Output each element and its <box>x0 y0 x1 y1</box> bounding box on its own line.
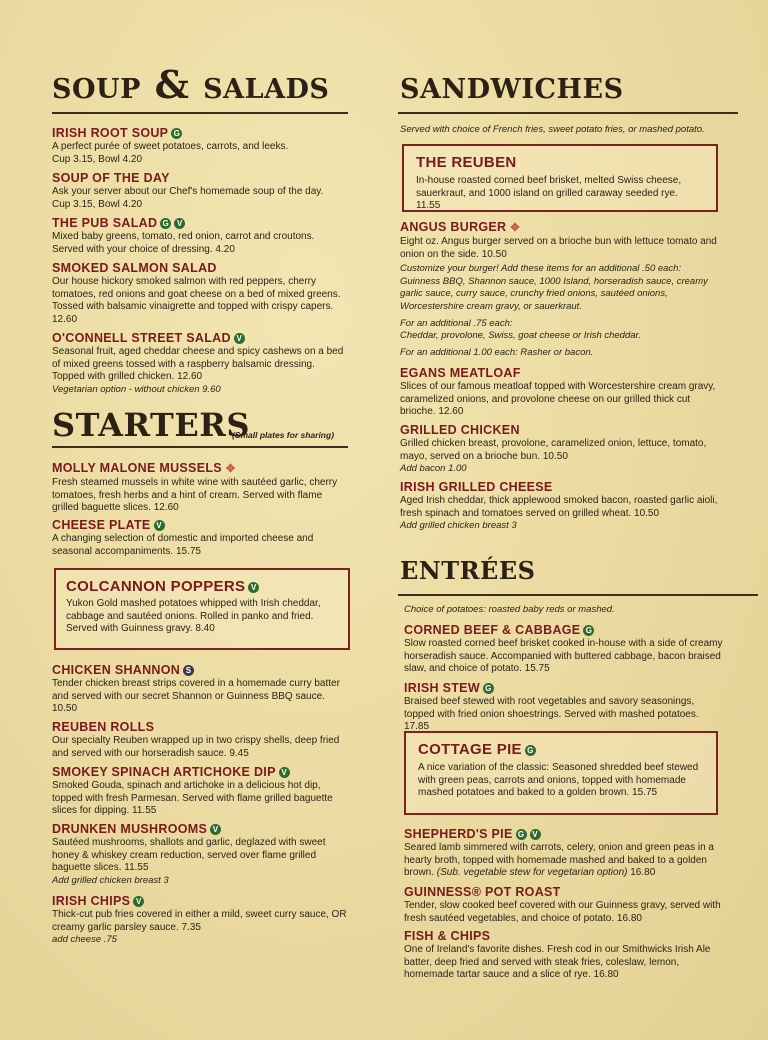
sandwiches-heading-rule <box>398 112 738 114</box>
item-name: MOLLY MALONE MUSSELS <box>52 461 222 475</box>
item-desc: Our specialty Reuben wrapped up in two crispy shells, deep fried and served with our horseradish sauce. 9.45 <box>52 735 340 759</box>
item-desc: A perfect purée of sweet potatoes, carrots, and leeks. <box>52 141 289 152</box>
item-desc: Fresh steamed mussels in white wine with sautéed garlic, cherry tomatoes, fresh herbs and a hint of cream. Served with flame grilled baguette slices. 12.60 <box>52 477 338 514</box>
gluten-free-icon: G <box>171 128 182 139</box>
item-name: SHEPHERD'S PIE <box>404 827 513 841</box>
item-name: GRILLED CHICKEN <box>400 423 520 437</box>
item-name: DRUNKEN MUSHROOMS <box>52 822 208 836</box>
item-name: THE REUBEN <box>416 154 517 171</box>
menu-item-chicken-shannon <box>52 663 348 716</box>
item-note: add cheese .75 <box>52 934 117 946</box>
item-name: IRISH ROOT SOUP <box>52 126 169 140</box>
vegetarian-icon: V <box>174 218 185 229</box>
item-desc: Our house hickory smoked salmon with red peppers, cherry tomatoes, red onions and goat cheese on a bed of mixed greens. Tossed with balsamic vinaigrette and topped with crispy capers. 12.60 <box>52 276 341 325</box>
item-desc: A nice variation of the classic: Seasoned shredded beef stewed with green peas, carrots and onions, topped with homemade mashed potatoes and baked to a golden brown. 15.75 <box>418 762 699 799</box>
item-desc: Seasonal fruit, aged cheddar cheese and spicy cashews on a bed of mixed greens tossed with a raspberry balsamic dressing. Topped with grilled chicken. 12.60 <box>52 346 344 383</box>
menu-item-smokey-spinach-artichoke-dip <box>52 765 348 818</box>
clover-icon: ✥ <box>510 222 520 234</box>
right-column <box>400 0 722 1040</box>
item-name: CHICKEN SHANNON <box>52 663 181 677</box>
item-desc: Aged Irish cheddar, thick applewood smoked bacon, roasted garlic aioli, fresh spinach and tomatoes served on grilled wheat. 10.50 <box>400 495 718 519</box>
menu-item-irish-root-soup <box>52 126 348 166</box>
spicy-icon: S <box>183 665 194 676</box>
menu-item-grilled-chicken <box>400 423 722 476</box>
menu-item-cheese-plate <box>52 518 348 558</box>
item-name: COTTAGE PIE <box>418 741 522 758</box>
item-note: Add grilled chicken breast 3 <box>52 874 169 886</box>
item-price: Cup 3.15, Bowl 4.20 <box>52 153 143 165</box>
gluten-free-icon: G <box>516 829 527 840</box>
menu-item-egans-meatloaf <box>400 366 722 419</box>
menu-item-irish-stew <box>404 681 726 734</box>
item-desc: Tender, slow cooked beef covered with our Guinness gravy, served with fresh sautéed vegetables, and choice of potato. 16.80 <box>404 900 721 924</box>
item-price: 16.80 <box>630 867 656 879</box>
soup-salads-heading: soup & salads <box>52 62 330 107</box>
item-name: FISH & CHIPS <box>404 929 491 943</box>
item-note: Vegetarian option - without chicken 9.60 <box>52 383 221 395</box>
vegetarian-icon: V <box>234 333 245 344</box>
menu-item-irish-chips <box>52 894 348 947</box>
gluten-free-icon: G <box>583 625 594 636</box>
gluten-free-icon: G <box>483 683 494 694</box>
starters-heading: STARTERS <box>52 406 250 444</box>
item-desc: Slow roasted corned beef brisket cooked in-house with a side of creamy horseradish sauce. Accompanied with buttered cabbage, bacon braised slaw, and choice of potato. 15.75 <box>404 638 723 675</box>
starters-heading-rule <box>52 446 348 448</box>
item-name: O'CONNELL STREET SALAD <box>52 331 231 345</box>
left-column <box>52 0 348 1040</box>
menu-item-fish-chips <box>404 929 726 982</box>
item-name: IRISH CHIPS <box>52 894 131 908</box>
item-name: CORNED BEEF & CABBAGE <box>404 623 581 637</box>
item-desc: Smoked Gouda, spinach and artichoke in a delicious hot dip, topped with fresh Parmesan. Served with flame grilled baguette slices for dipping. 11.55 <box>52 780 333 817</box>
featured-box-cottage-pie <box>404 731 718 815</box>
menu-item-reuben-rolls <box>52 720 348 760</box>
menu-item-soup-of-the-day <box>52 171 348 211</box>
soup-heading-rule <box>52 112 348 114</box>
menu-item-smoked-salmon-salad <box>52 261 348 326</box>
vegetarian-icon: V <box>210 824 221 835</box>
item-desc: Ask your server about our Chef's homemade soup of the day. <box>52 186 324 197</box>
item-name: IRISH GRILLED CHEESE <box>400 480 553 494</box>
item-desc: In-house roasted corned beef brisket, melted Swiss cheese, sauerkraut, and 1000 island on grilled caraway seeded rye. 11.55 <box>416 175 682 212</box>
item-desc: Mixed baby greens, tomato, red onion, carrot and croutons. Served with your choice of dressing. 4.20 <box>52 231 315 255</box>
menu-item-irish-grilled-cheese <box>400 480 722 533</box>
item-name: COLCANNON POPPERS <box>66 578 246 595</box>
item-desc: A changing selection of domestic and imported cheese and seasonal accompaniments. 15.75 <box>52 533 314 557</box>
featured-box-the-reuben <box>402 144 718 212</box>
menu-item-shepherds-pie <box>404 827 726 880</box>
vegetarian-icon: V <box>279 767 290 778</box>
item-desc: Slices of our famous meatloaf topped with Worcestershire cream gravy, caramelized onions, and provolone cheese on our grilled thick cut brioche. 12.60 <box>400 381 716 418</box>
menu-item-pub-salad <box>52 216 348 256</box>
item-note: For an additional .75 each: <box>400 317 513 329</box>
menu-item-oconnell-street-salad <box>52 331 348 396</box>
item-desc: Seared lamb simmered with carrots, celery, onion and green peas in a hearty broth, topped with homemade mashed and baked to a golden brown. <box>404 842 714 879</box>
item-note: Customize your burger! Add these items for an additional .50 each: Guinness BBQ, Shannon sauce, 1000 Island, horseradish sauce, creamy garlic sauce, curry sauce, crunchy fried onions, sautéed onions, Worcestershire cream gravy, or sauerkraut. <box>400 263 708 312</box>
vegetarian-icon: V <box>133 896 144 907</box>
item-name: ANGUS BURGER <box>400 220 507 234</box>
menu-item-corned-beef-cabbage <box>404 623 726 676</box>
sandwiches-heading: sandwiches <box>400 62 624 107</box>
item-name: EGANS MEATLOAF <box>400 366 521 380</box>
entrees-heading-rule <box>398 594 758 596</box>
item-price: Cup 3.15, Bowl 4.20 <box>52 198 143 210</box>
featured-box-colcannon-poppers <box>54 568 350 650</box>
item-desc: Grilled chicken breast, provolone, caramelized onion, lettuce, tomato, mayo, served on a brioche bun. 10.50 <box>400 438 707 462</box>
item-name: CHEESE PLATE <box>52 518 151 532</box>
item-note: Add grilled chicken breast 3 <box>400 520 517 532</box>
item-desc: Tender chicken breast strips covered in a homemade curry batter and served with our secret Shannon or Guinness BBQ sauce. 10.50 <box>52 678 340 715</box>
item-name: SOUP OF THE DAY <box>52 171 170 185</box>
gluten-free-icon: G <box>160 218 171 229</box>
item-desc: Eight oz. Angus burger served on a brioche bun with lettuce tomato and onion on the side. 10.50 <box>400 236 717 260</box>
menu-item-angus-burger <box>400 220 722 359</box>
item-note: For an additional 1.00 each: Rasher or bacon. <box>400 346 594 358</box>
vegetarian-icon: V <box>530 829 541 840</box>
menu-item-drunken-mushrooms <box>52 822 348 887</box>
clover-icon: ✥ <box>225 463 236 475</box>
item-note: Cheddar, provolone, Swiss, goat cheese or Irish cheddar. <box>400 330 641 342</box>
item-name: REUBEN ROLLS <box>52 720 155 734</box>
entrees-heading: entrées <box>400 548 536 588</box>
item-desc: Thick-cut pub fries covered in either a mild, sweet curry sauce, OR creamy garlic parsley sauce. 7.35 <box>52 909 347 933</box>
vegetarian-icon: V <box>248 582 259 593</box>
item-desc: Braised beef stewed with root vegetables and savory seasonings, topped with fried onion shoestrings. Served with mashed potatoes. 17.85 <box>404 696 699 733</box>
item-desc: One of Ireland's favorite dishes. Fresh cod in our Smithwicks Irish Ale batter, deep fried and served with steak fries, coleslaw, lemon, homemade tartar sauce and a slice of rye. 16.80 <box>404 944 711 981</box>
gluten-free-icon: G <box>525 745 536 756</box>
item-name: SMOKED SALMON SALAD <box>52 261 217 275</box>
item-desc-note: (Sub. vegetable stew for vegetarian option) <box>436 867 628 879</box>
item-name: SMOKEY SPINACH ARTICHOKE DIP <box>52 765 276 779</box>
starters-subheading: (Small plates for sharing) <box>232 430 335 440</box>
item-desc: Yukon Gold mashed potatoes whipped with Irish cheddar, cabbage and sautéed onions. Rolled in panko and fried. Served with Guinness gravy. 8.40 <box>66 598 321 635</box>
menu-item-guinness-pot-roast <box>404 885 726 925</box>
sandwiches-subheading: Served with choice of French fries, sweet potato fries, or mashed potato. <box>400 124 705 135</box>
item-name: IRISH STEW <box>404 681 480 695</box>
item-name: GUINNESS® POT ROAST <box>404 885 561 899</box>
item-name: THE PUB SALAD <box>52 216 158 230</box>
vegetarian-icon: V <box>154 520 165 531</box>
item-note: Add bacon 1.00 <box>400 463 467 475</box>
item-desc: Sautéed mushrooms, shallots and garlic, deglazed with sweet honey & whiskey cream reduction, served over flame grilled baguette slices. 11.55 <box>52 837 326 874</box>
entrees-subheading: Choice of potatoes: roasted baby reds or mashed. <box>404 604 615 615</box>
menu-item-molly-malone-mussels <box>52 461 348 515</box>
